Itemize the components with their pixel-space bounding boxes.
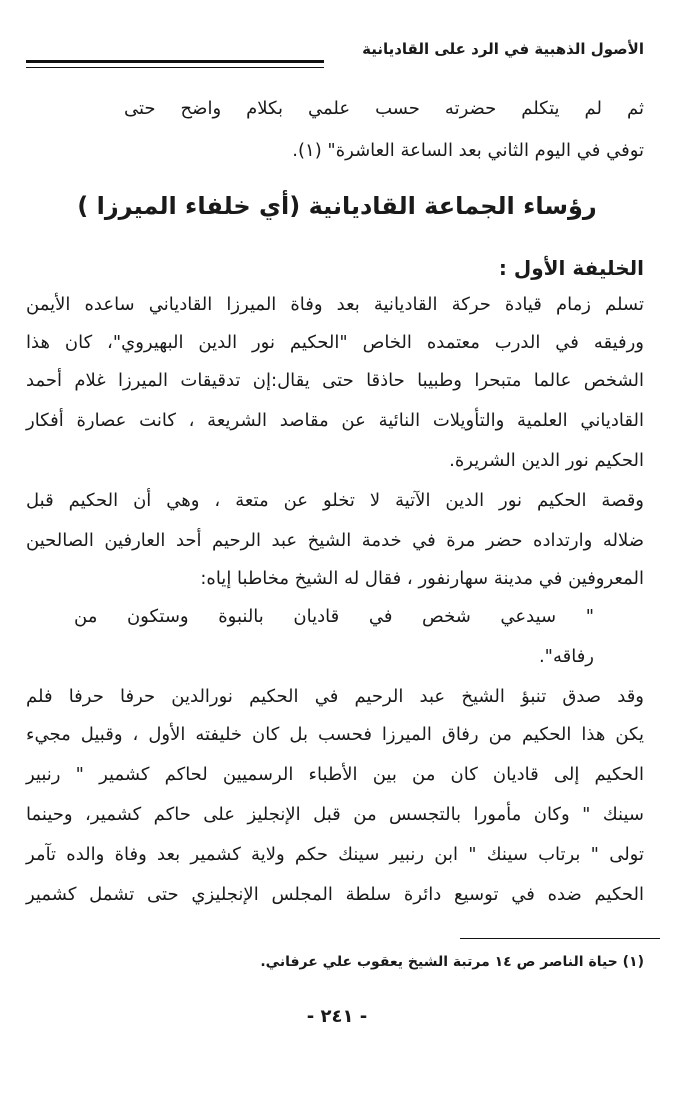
footnote-rule: [460, 938, 660, 939]
section-heading: رؤساء الجماعة القاديانية (أي خلفاء الميرزا ): [77, 192, 597, 220]
paragraph-line: وقصة الحكيم نور الدين الآتية لا تخلو عن متعة ، وهي أن الحكيم قبل: [26, 490, 644, 511]
paragraph-line: سينك " وكان مأمورا بالتجسس من قبل الإنجليز على حاكم كشمير، وحينما: [26, 804, 644, 825]
intro-line: ثم لم يتكلم حضرته حسب علمي بكلام واضح حتى: [124, 98, 644, 119]
paragraph-line: الحكيم إلى قاديان كان من بين الأطباء الرسميين لحاكم كشمير " رنبير: [26, 764, 644, 785]
paragraph-line: تولى " برتاب سينك " ابن رنبير سينك حكم ولاية كشمير بعد وفاة والده تآمر: [26, 844, 644, 865]
paragraph-line: ورفيقه في الدرب معتمده الخاص "الحكيم نور الدين البهيروي"، كان هذا: [26, 332, 644, 353]
paragraph-line: ضلاله وارتداده حضر مرة في خدمة الشيخ عبد الرحيم أحد العارفين الصالحين: [26, 530, 644, 551]
paragraph-line: تسلم زمام قيادة حركة القاديانية بعد وفاة الميرزا القادياني ساعده الأيمن: [26, 294, 644, 315]
header-rule-thin: [26, 67, 324, 68]
header-title: الأصول الذهبية في الرد على القاديانية: [362, 40, 644, 58]
footnote: (١) حياة الناصر ص ١٤ مرتبة الشيخ يعقوب علي عرفاني.: [260, 954, 644, 970]
intro-line: توفي في اليوم الثاني بعد الساعة العاشرة" (١).: [292, 140, 644, 161]
paragraph-line: وقد صدق تنبؤ الشيخ عبد الرحيم في الحكيم نورالدين حرفا حرفا فلم: [26, 686, 644, 707]
quote-line: رفاقه".: [538, 646, 594, 667]
header-rule-thick: [26, 60, 324, 63]
subheading: الخليفة الأول :: [498, 256, 644, 280]
paragraph-line: الحكيم ضده في توسيع دائرة سلطة المجلس الإنجليزي حتى تشمل كشمير: [26, 884, 644, 905]
paragraph-line: الحكيم نور الدين الشريرة.: [449, 450, 644, 471]
running-header: [26, 40, 644, 80]
page-number: - ٢٤١ -: [306, 1006, 368, 1027]
paragraph-line: المعروفين في مدينة سهارنفور ، فقال له الشيخ مخاطبا إياه:: [200, 568, 644, 589]
paragraph-line: الشخص عالما متبحرا وطبيبا حاذقا حتى يقال:إن تدقيقات الميرزا غلام أحمد: [26, 370, 644, 391]
paragraph-line: يكن هذا الحكيم من رفاق الميرزا فحسب بل كان خليفته الأول ، وقبيل مجيء: [26, 724, 644, 745]
paragraph-line: القادياني العلمية والتأويلات النائية عن مقاصد الشريعة ، كانت عصارة أفكار: [26, 410, 644, 431]
quote-line: " سيدعي شخص في قاديان بالنبوة وستكون من: [74, 606, 594, 627]
